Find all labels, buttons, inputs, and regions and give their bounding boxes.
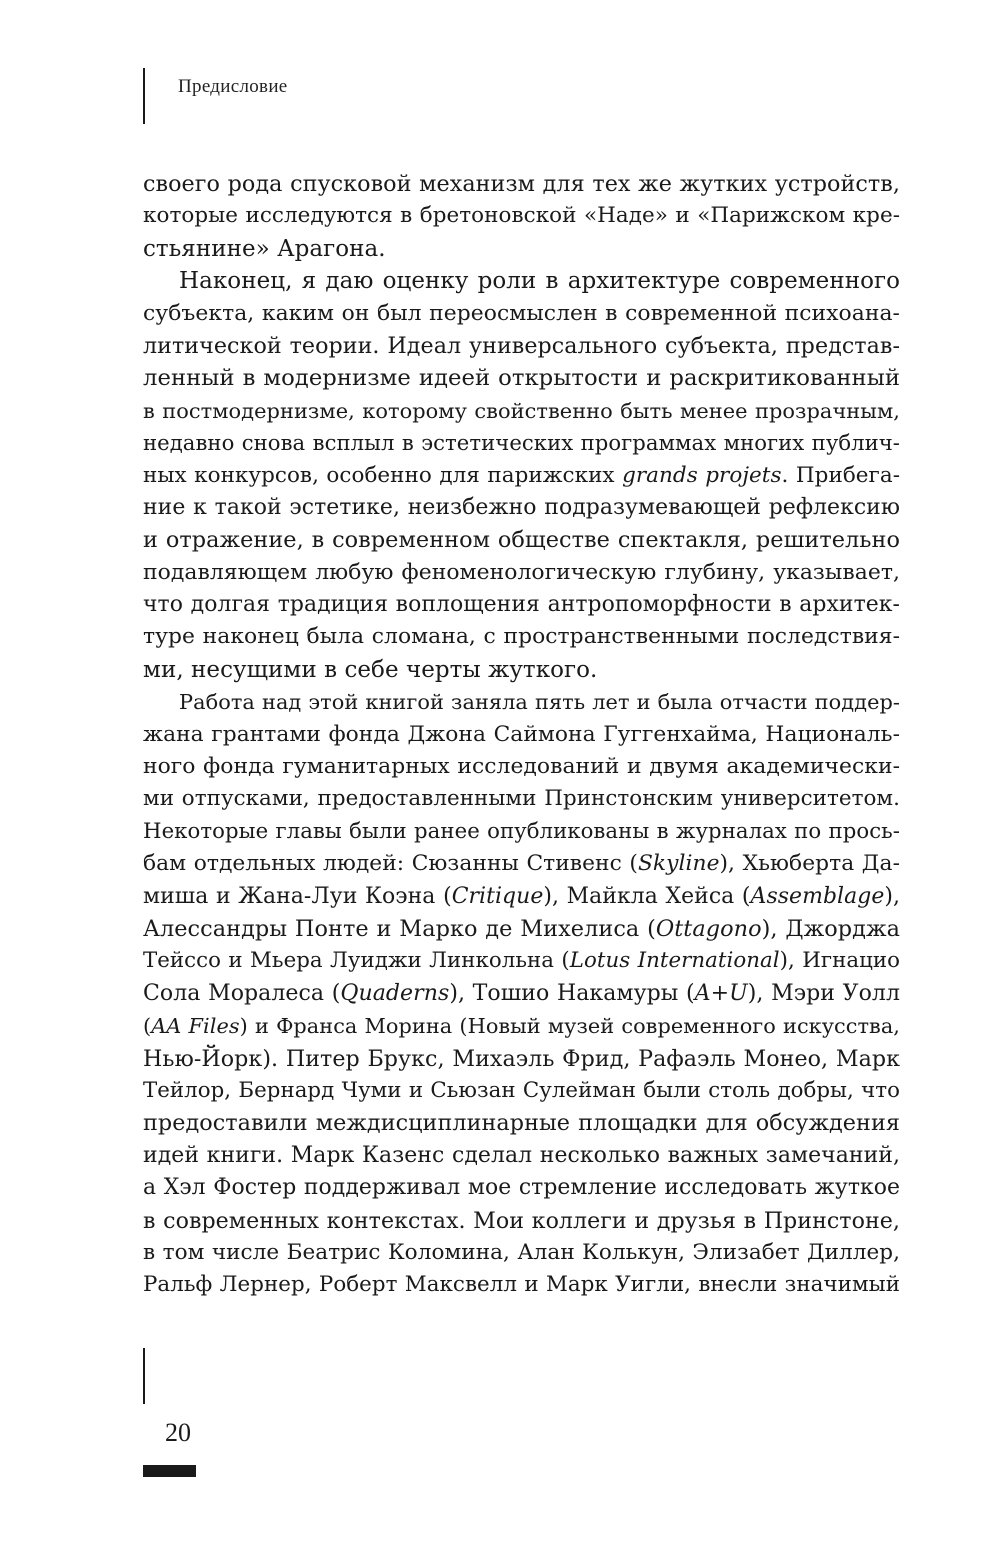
- page-number: 20: [165, 1418, 191, 1447]
- text-line: субъекта, каким он был переосмыслен в современной психоана-: [143, 300, 900, 326]
- text-line: предоставили междисциплинарные площадки для обсуждения: [143, 1110, 900, 1137]
- text-line: в постмодернизме, которому свойственно быть менее прозрачным,: [143, 398, 900, 423]
- page-number-bar: [143, 1465, 196, 1477]
- text-line: литической теории. Идеал универсального субъекта, представ-: [143, 332, 900, 359]
- text-line: подавляющем любую феноменологическую глубину, указывает,: [143, 559, 900, 585]
- text-line: стьянине» Арагона.: [143, 235, 386, 262]
- running-head: Предисловие: [178, 76, 288, 97]
- text-line: миша и Жана-Луи Коэна (Critique), Майкла Хейса (Assemblage),: [143, 883, 900, 909]
- text-line: Некоторые главы были ранее опубликованы в журналах по прось-: [143, 818, 900, 844]
- text-line: недавно снова всплыл в эстетических программах многих публич-: [143, 430, 900, 456]
- text-line: ние к такой эстетике, неизбежно подразумевающей рефлексию: [143, 494, 900, 520]
- text-line: что долгая традиция воплощения антропоморфности в архитек-: [143, 592, 900, 618]
- text-line: Тейлор, Бернард Чуми и Сьюзан Сулейман были столь добры, что: [143, 1077, 900, 1103]
- text-line: Тейссо и Мьера Луиджи Линкольна (Lotus International), Игнацио: [143, 948, 900, 974]
- text-line: (AA Files) и Франса Морина (Новый музей современного искусства,: [143, 1014, 900, 1039]
- text-line: бам отдельных людей: Сюзанны Стивенс (Skyline), Хьюберта Да-: [143, 851, 900, 877]
- text-line: и отражение, в современном обществе спектакля, решительно: [143, 527, 900, 554]
- text-line: жана грантами фонда Джона Саймона Гуггенхайма, Националь-: [143, 721, 900, 747]
- text-line: Алессандры Понте и Марко де Михелиса (Ottagono), Джорджа: [143, 915, 900, 942]
- text-line: Сола Моралеса (Quaderns), Тошио Накамуры (A+U), Мэри Уолл: [143, 980, 900, 1006]
- text-line: Наконец, я даю оценку роли в архитектуре современного: [179, 268, 900, 295]
- footer-rule: [143, 1348, 145, 1404]
- text-line: своего рода спусковой механизм для тех же жутких устройств,: [143, 171, 900, 197]
- body-text: [143, 168, 900, 1302]
- header-rule: [143, 68, 145, 124]
- text-line: ми, несущими в себе черты жуткого.: [143, 656, 598, 683]
- text-line: которые исследуются в бретоновской «Наде» и «Парижском кре-: [143, 203, 900, 229]
- text-line: Ральф Лернер, Роберт Максвелл и Марк Уигли, внесли значимый: [143, 1272, 900, 1298]
- text-line: ленный в модернизме идеей открытости и раскритикованный: [143, 365, 900, 392]
- text-line: ных конкурсов, особенно для парижских grands projets. Прибега-: [143, 462, 901, 488]
- text-line: туре наконец была сломана, с пространственными последствия-: [143, 624, 900, 650]
- text-line: идей книги. Марк Казенс сделал несколько важных замечаний,: [143, 1142, 900, 1168]
- text-line: а Хэл Фостер поддерживал мое стремление исследовать жуткое: [143, 1175, 900, 1201]
- text-line: Работа над этой книгой заняла пять лет и была отчасти поддер-: [179, 690, 900, 715]
- text-line: ного фонда гуманитарных исследований и двумя академически-: [143, 754, 900, 780]
- text-line: в современных контекстах. Мои коллеги и друзья в Принстоне,: [143, 1207, 900, 1234]
- text-line: в том числе Беатрис Коломина, Алан Колькун, Элизабет Диллер,: [143, 1239, 900, 1265]
- text-line: ми отпусками, предоставленными Принстонским университетом.: [143, 786, 900, 812]
- text-line: Нью-Йорк). Питер Брукс, Михаэль Фрид, Рафаэль Монео, Марк: [143, 1045, 900, 1072]
